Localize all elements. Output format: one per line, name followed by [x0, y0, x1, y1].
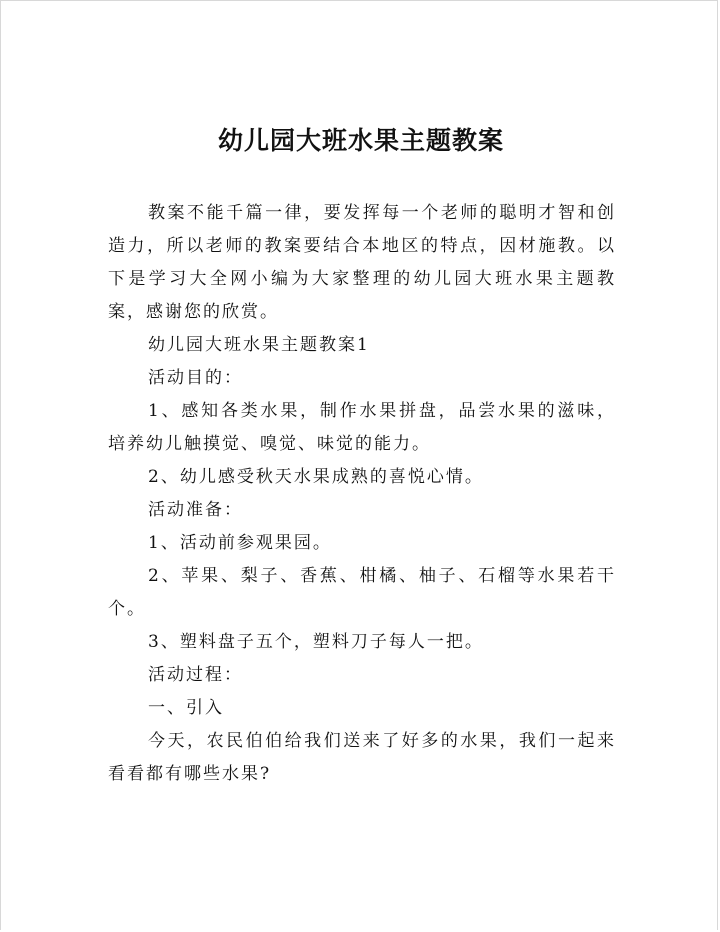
document-body [108, 197, 616, 791]
paragraph-section-heading: 幼儿园大班水果主题教案1 [148, 335, 370, 355]
paragraph-goal-1: 1、感知各类水果，制作水果拼盘，品尝水果的滋味，培养幼儿触摸觉、嗅觉、味觉的能力。 [108, 401, 616, 454]
paragraph-prep-3: 3、塑料盘子五个，塑料刀子每人一把。 [148, 632, 484, 652]
paragraph-process-heading: 活动过程： [148, 665, 243, 685]
paragraph-intro: 教案不能千篇一律，要发挥每一个老师的聪明才智和创造力，所以老师的教案要结合本地区的特点，因材施教。以下是学习大全网小编为大家整理的幼儿园大班水果主题教案，感谢您的欣赏。 [108, 203, 616, 322]
paragraph-goals-heading: 活动目的： [148, 368, 243, 388]
paragraph-prep-heading: 活动准备： [148, 500, 243, 520]
document-title: 幼儿园大班水果主题教案 [217, 126, 504, 155]
paragraph-prep-1: 1、活动前参观果园。 [148, 533, 332, 553]
paragraph-step-text: 今天，农民伯伯给我们送来了好多的水果，我们一起来看看都有哪些水果? [108, 731, 616, 784]
paragraph-step-intro: 一、引入 [148, 698, 224, 718]
paragraph-prep-2: 2、苹果、梨子、香蕉、柑橘、柚子、石榴等水果若干个。 [108, 566, 616, 619]
paragraph-goal-2: 2、幼儿感受秋天水果成熟的喜悦心情。 [148, 467, 484, 487]
